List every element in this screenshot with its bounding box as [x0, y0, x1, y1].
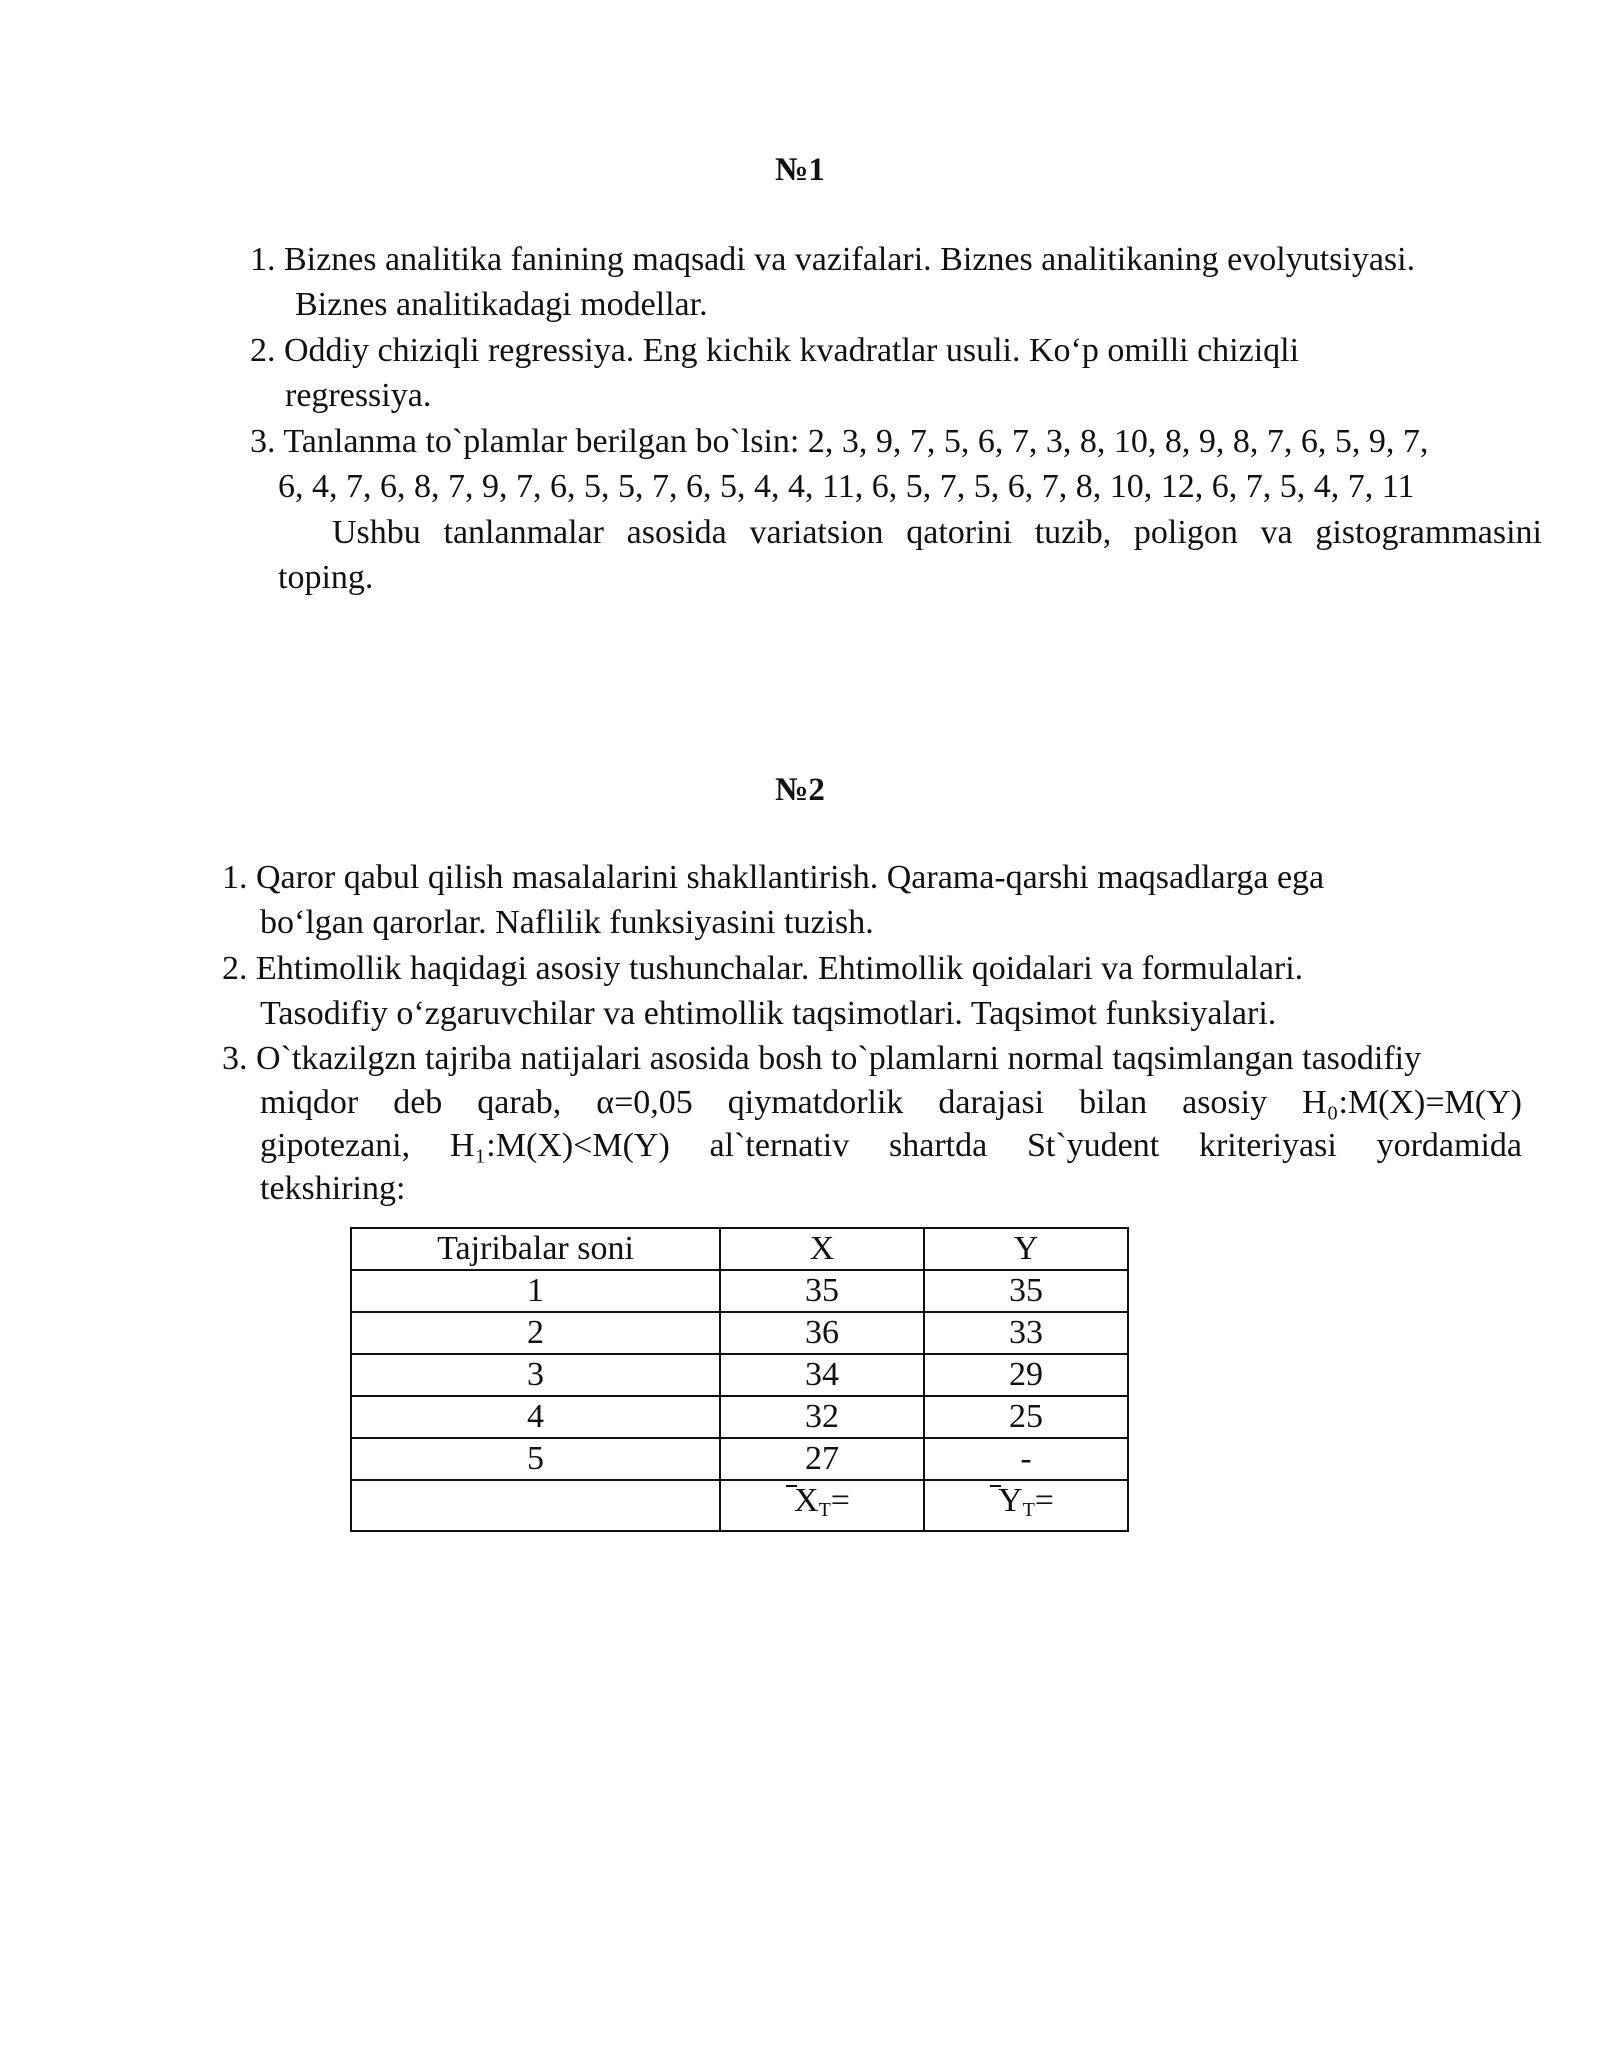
s1-item3-line3: Ushbu tanlanmalar asosida variatsion qatorini tuzib, poligon va gistogrammasini: [332, 514, 1542, 551]
y-value-cell: -: [924, 1438, 1128, 1480]
table-row: [351, 1396, 1128, 1438]
s1-item3-line2: 6, 4, 7, 6, 8, 7, 9, 7, 6, 5, 5, 7, 6, 5, 4, 4, 11, 6, 5, 7, 5, 6, 7, 8, 10, 12, 6, 7, 5, 4, 7, 11: [278, 468, 1415, 505]
s1-item2-line1: 2. Oddiy chiziqli regressiya. Eng kichik kvadratlar usuli. Ko‘p omilli chiziqli: [250, 332, 1300, 369]
s2-item3-line2: miqdor deb qarab, α=0,05 qiymatdorlik darajasi bilan asosiy H₀:M(X)=M(Y): [260, 1084, 1522, 1121]
section2-heading: №2: [775, 772, 825, 808]
table-header-row: [351, 1228, 1128, 1270]
table-row: [351, 1270, 1128, 1312]
footer-empty-cell: [351, 1480, 720, 1531]
header-cell-x: X: [720, 1228, 924, 1270]
x-value-cell: 35: [720, 1270, 924, 1312]
s2-item1-line1: 1. Qaror qabul qilish masalalarini shakllantirish. Qarama-qarshi maqsadlarga ega: [222, 859, 1325, 896]
experiment-table: [350, 1227, 1129, 1532]
header-cell-y: Y: [924, 1228, 1128, 1270]
s2-item2-line1: 2. Ehtimollik haqidagi asosiy tushunchalar. Ehtimollik qoidalari va formulalari.: [222, 950, 1304, 987]
trial-number-cell: 2: [351, 1312, 720, 1354]
y-mean-cell: [924, 1480, 1128, 1531]
y-mean-symbol: Y: [998, 1482, 1023, 1519]
x-mean-cell: [720, 1480, 924, 1531]
trial-number-cell: 3: [351, 1354, 720, 1396]
trial-number-cell: 4: [351, 1396, 720, 1438]
x-mean-subscript: T: [818, 1499, 831, 1521]
y-value-cell: 29: [924, 1354, 1128, 1396]
x-mean-equals: =: [830, 1482, 850, 1519]
x-value-cell: 27: [720, 1438, 924, 1480]
s1-item2-line2: regressiya.: [285, 377, 432, 414]
s2-item3-line1: 3. O`tkazilgzn tajriba natijalari asosida bosh to`plamlarni normal taqsimlangan tasodifiy: [222, 1040, 1422, 1077]
table-row: [351, 1438, 1128, 1480]
y-value-cell: 33: [924, 1312, 1128, 1354]
s1-item1-line2: Biznes analitikadagi modellar.: [295, 286, 708, 323]
table-row: [351, 1354, 1128, 1396]
s1-item1-line1: 1. Biznes analitika fanining maqsadi va vazifalari. Biznes analitikaning evolyutsiyasi.: [250, 241, 1416, 278]
trial-number-cell: 5: [351, 1438, 720, 1480]
s1-item3-line1: 3. Tanlanma to`plamlar berilgan bo`lsin: 2, 3, 9, 7, 5, 6, 7, 3, 8, 10, 8, 9, 8, 7, 6, 5, 9, 7,: [250, 423, 1429, 460]
s2-item2-line2: Tasodifiy o‘zgaruvchilar va ehtimollik taqsimotlari. Taqsimot funksiyalari.: [260, 995, 1277, 1032]
y-value-cell: 25: [924, 1396, 1128, 1438]
table-footer-row: [351, 1480, 1128, 1531]
y-mean-equals: =: [1034, 1482, 1054, 1519]
y-mean-subscript: T: [1022, 1499, 1035, 1521]
trial-number-cell: 1: [351, 1270, 720, 1312]
s2-item3-line4: tekshiring:: [260, 1170, 406, 1207]
x-value-cell: 32: [720, 1396, 924, 1438]
header-cell-trials: Tajribalar soni: [351, 1228, 720, 1270]
s1-item3-line4: toping.: [278, 559, 374, 596]
section1-heading: №1: [775, 152, 825, 188]
x-value-cell: 36: [720, 1312, 924, 1354]
s2-item3-line3: gipotezani, H₁:M(X)<M(Y) al`ternativ shartda St`yudent kriteriyasi yordamida: [260, 1127, 1522, 1164]
x-value-cell: 34: [720, 1354, 924, 1396]
x-mean-symbol: X: [794, 1482, 819, 1519]
y-value-cell: 35: [924, 1270, 1128, 1312]
table-row: [351, 1312, 1128, 1354]
s2-item1-line2: bo‘lgan qarorlar. Naflilik funksiyasini tuzish.: [260, 904, 874, 941]
